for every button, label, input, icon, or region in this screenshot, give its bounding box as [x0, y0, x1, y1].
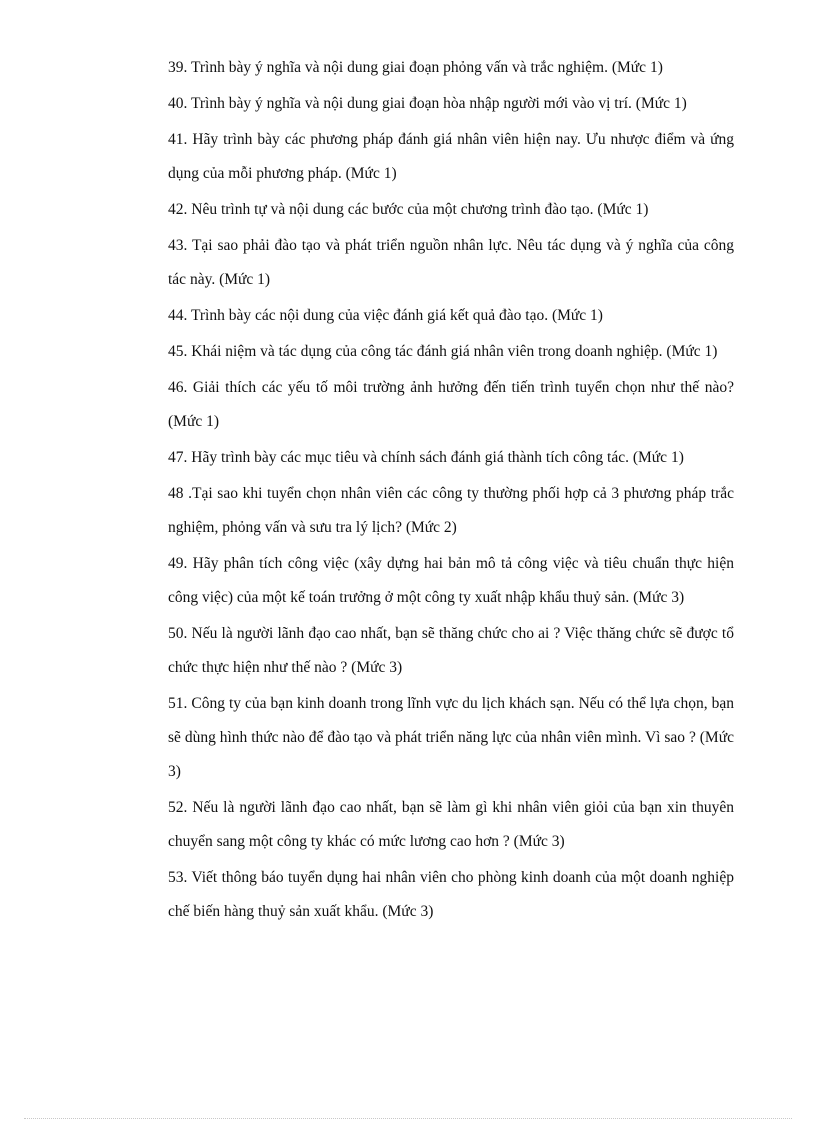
question-40: 40. Trình bày ý nghĩa và nội dung giai đoạn hòa nhập người mới vào vị trí. (Mức 1) — [168, 95, 687, 112]
page-bottom-divider — [24, 1118, 792, 1119]
question-51: 51. Công ty của bạn kinh doanh trong lĩnh vực du lịch khách sạn. Nếu có thể lựa chọn, bạn sẽ dùng hình thức nào để đào tạo và phát triển năng lực của nhân viên mình. Vì sao ? (Mức 3) — [168, 695, 734, 780]
question-43: 43. Tại sao phải đào tạo và phát triển nguồn nhân lực. Nêu tác dụng và ý nghĩa của công tác này. (Mức 1) — [168, 237, 734, 288]
question-52: 52. Nếu là người lãnh đạo cao nhất, bạn sẽ làm gì khi nhân viên giỏi của bạn xin thuyên chuyển sang một công ty khác có mức lương cao hơn ? (Mức 3) — [168, 799, 734, 850]
question-45: 45. Khái niệm và tác dụng của công tác đánh giá nhân viên trong doanh nghiệp. (Mức 1) — [168, 343, 718, 360]
question-44: 44. Trình bày các nội dung của việc đánh giá kết quả đào tạo. (Mức 1) — [168, 307, 603, 324]
question-list — [168, 51, 734, 931]
question-48: 48 .Tại sao khi tuyển chọn nhân viên các công ty thường phối hợp cả 3 phương pháp trắc nghiệm, phỏng vấn và sưu tra lý lịch? (Mức 2) — [168, 485, 734, 536]
question-39: 39. Trình bày ý nghĩa và nội dung giai đoạn phỏng vấn và trắc nghiệm. (Mức 1) — [168, 59, 663, 76]
question-49: 49. Hãy phân tích công việc (xây dựng hai bản mô tả công việc và tiêu chuẩn thực hiện công việc) của một kế toán trưởng ở một công ty xuất nhập khẩu thuỷ sản. (Mức 3) — [168, 555, 734, 606]
question-41: 41. Hãy trình bày các phương pháp đánh giá nhân viên hiện nay. Ưu nhược điểm và ứng dụng của mỗi phương pháp. (Mức 1) — [168, 131, 734, 182]
question-50: 50. Nếu là người lãnh đạo cao nhất, bạn sẽ thăng chức cho ai ? Việc thăng chức sẽ được tổ chức thực hiện như thế nào ? (Mức 3) — [168, 625, 734, 676]
question-53: 53. Viết thông báo tuyển dụng hai nhân viên cho phòng kinh doanh của một doanh nghiệp chế biến hàng thuỷ sản xuất khẩu. (Mức 3) — [168, 869, 734, 920]
question-47: 47. Hãy trình bày các mục tiêu và chính sách đánh giá thành tích công tác. (Mức 1) — [168, 449, 684, 466]
question-42: 42. Nêu trình tự và nội dung các bước của một chương trình đào tạo. (Mức 1) — [168, 201, 649, 218]
question-46: 46. Giải thích các yếu tố môi trường ảnh hưởng đến tiến trình tuyển chọn như thế nào? (Mức 1) — [168, 379, 734, 430]
